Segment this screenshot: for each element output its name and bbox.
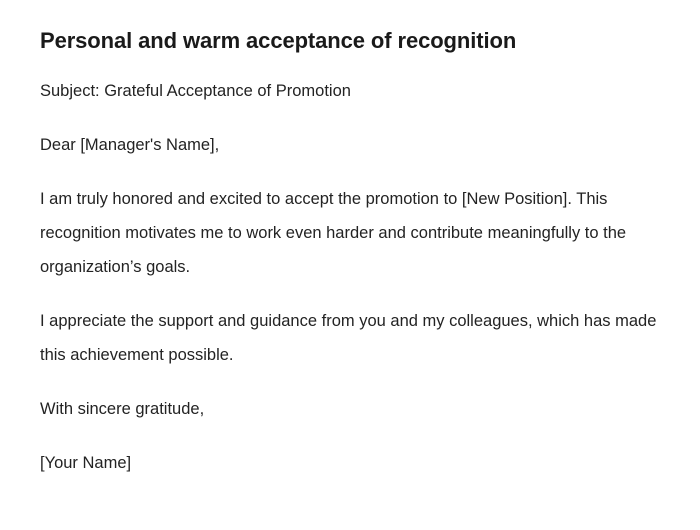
page-title: Personal and warm acceptance of recognition — [40, 28, 517, 53]
paragraph-closing: With sincere gratitude, — [40, 400, 205, 418]
paragraph-signature: [Your Name] — [40, 454, 132, 472]
paragraph-body-1: I am truly honored and excited to accept the promotion to [New Position]. This recognition motivates me to work even harder and contribute meaningfully to the organization’s goals. — [40, 190, 627, 276]
paragraph-subject: Subject: Grateful Acceptance of Promotion — [40, 82, 351, 100]
paragraph-salutation: Dear [Manager's Name], — [40, 136, 220, 154]
paragraph-body-2: I appreciate the support and guidance from you and my colleagues, which has made this achievement possible. — [40, 312, 657, 364]
